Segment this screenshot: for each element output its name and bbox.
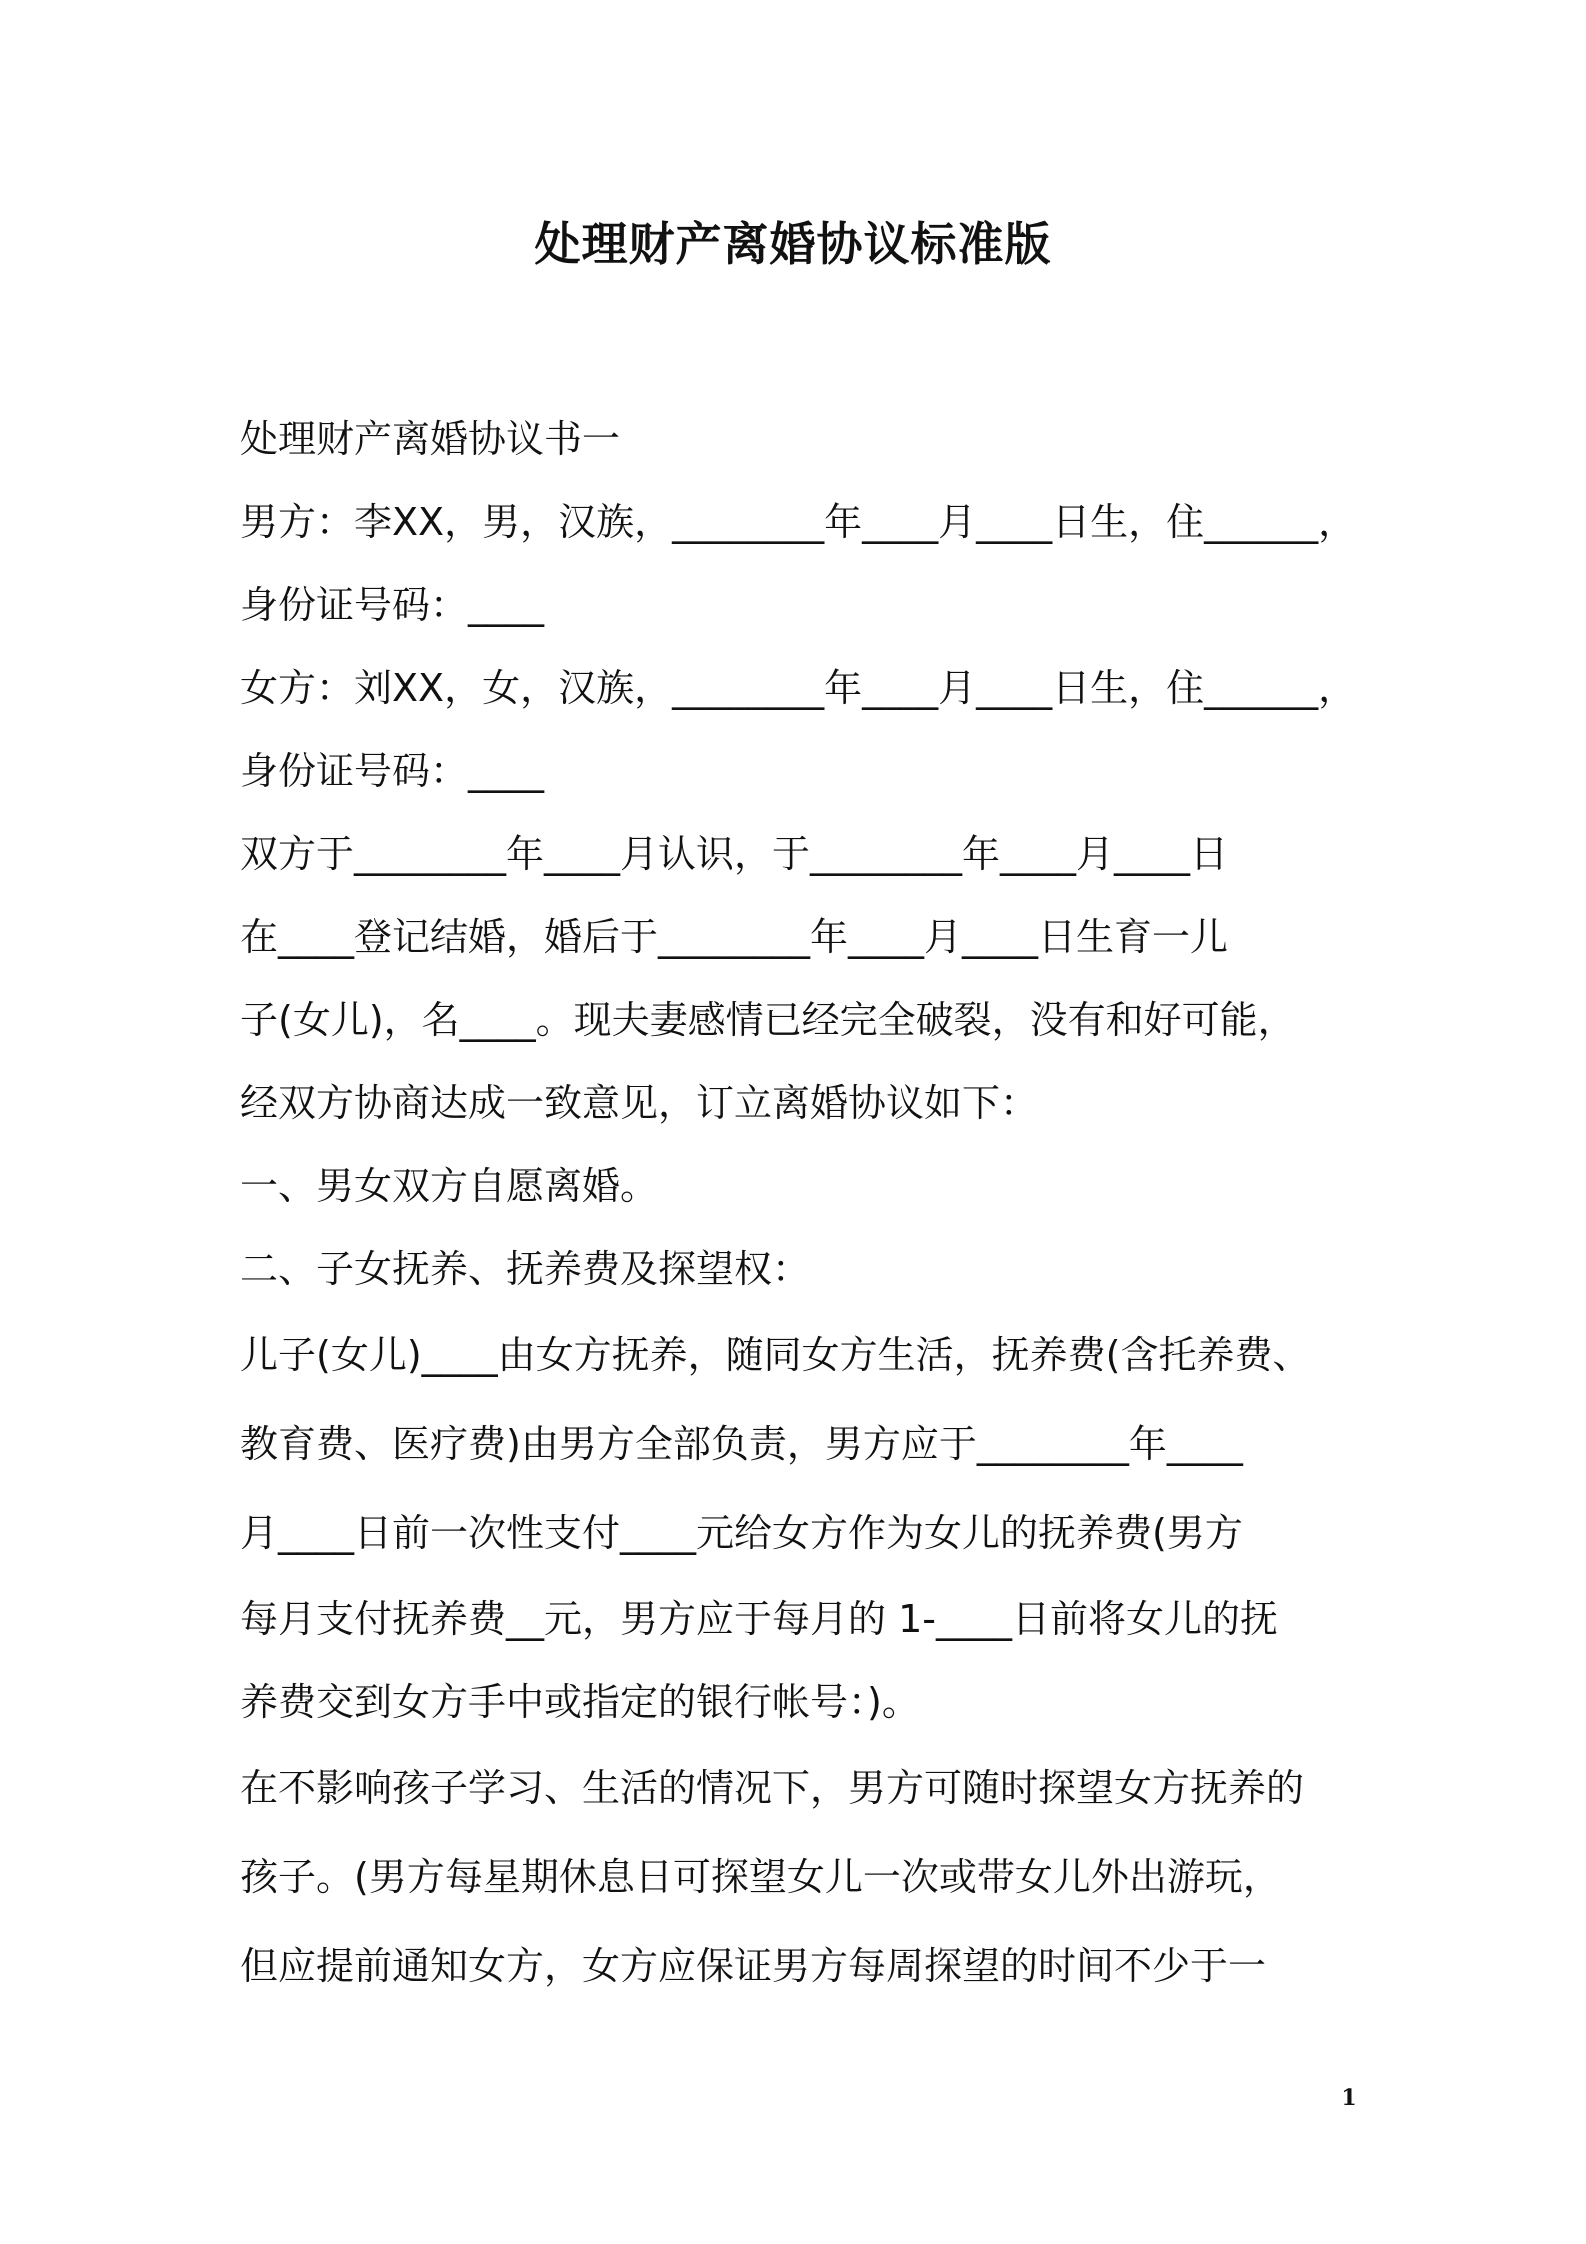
body-line: 教育费、医疗费)由男方全部负责，男方应于________年____ [240,1422,1243,1466]
body-line: 女方：刘XX，女，汉族，________年____月____日生，住______， [240,666,1357,710]
body-line: 身份证号码：____ [240,583,545,627]
body-line: 每月支付抚养费__元，男方应于每月的 1-____日前将女儿的抚 [240,1597,1278,1641]
body-line: 经双方协商达成一致意见，订立离婚协议如下： [240,1081,1039,1125]
body-line: 处理财产离婚协议书一 [240,417,621,461]
body-line: 男方：李XX，男，汉族，________年____月____日生，住______， [240,500,1357,544]
body-line: 月____日前一次性支付____元给女方作为女儿的抚养费(男方 [240,1511,1243,1555]
body-line: 在____登记结婚，婚后于________年____月____日生育一儿 [240,915,1229,959]
body-line: 孩子。(男方每星期休息日可探望女儿一次或带女儿外出游玩， [240,1855,1281,1899]
body-line: 身份证号码：____ [240,749,545,793]
body-line: 在不影响孩子学习、生活的情况下，男方可随时探望女方抚养的 [240,1766,1305,1810]
body-line: 二、子女抚养、抚养费及探望权： [240,1247,811,1291]
page-number: 1 [1341,2085,1357,2111]
body-line: 双方于________年____月认识，于________年____月____日 [240,832,1229,876]
body-line: 养费交到女方手中或指定的银行帐号：)。 [240,1680,920,1724]
body-line: 子(女儿)，名____。现夫妻感情已经完全破裂，没有和好可能， [240,998,1296,1042]
document-body [240,398,1370,2011]
body-line: 但应提前通知女方，女方应保证男方每周探望的时间不少于一 [240,1944,1267,1988]
body-line: 一、男女双方自愿离婚。 [240,1164,659,1208]
document-title: 处理财产离婚协议标准版 [534,217,1052,271]
body-line: 儿子(女儿)____由女方抚养，随同女方生活，抚养费(含托养费、 [240,1333,1311,1377]
